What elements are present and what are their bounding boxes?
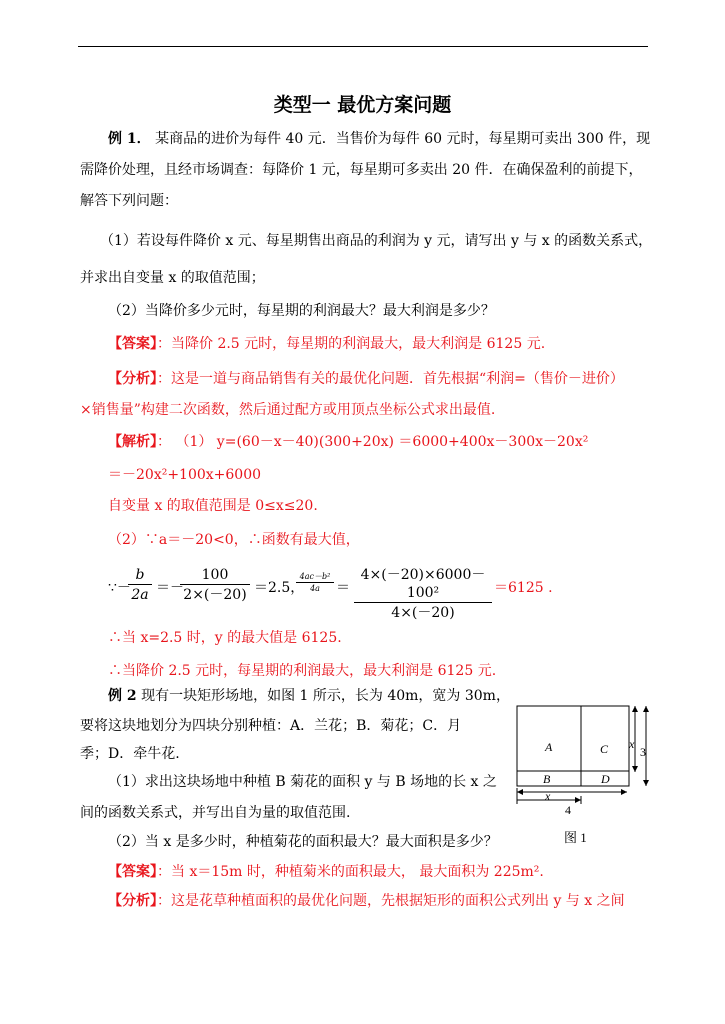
label-a: A [545, 740, 553, 754]
ex2-label: 例 2 [108, 688, 137, 704]
formula2-eq: ＝ [336, 580, 350, 596]
ex1-sol-line3: 自变量 x 的取值范围是 0≤x≤20. [108, 498, 318, 514]
formula2-num: 4×(－20)×6000－100² [354, 566, 492, 603]
ex2-answer-label: 【答案】 [108, 864, 157, 880]
label-3: 3 [640, 745, 646, 759]
ex2-analysis-label: 【分析】 [108, 893, 157, 909]
ex1-sol-line5: ∴当 x=2.5 时，y 的最大值是 6125. [108, 630, 342, 646]
ex2-answer-text: ：当 x＝15m 时，种植菊米的面积最大， 最大面积为 225m². [157, 864, 544, 880]
ex1-analysis-line2: ×销售量”构建二次函数，然后通过配方或用顶点坐标公式求出最值. [80, 402, 496, 418]
arrow-head-down-1 [632, 766, 638, 772]
arrow-head-down-2 [643, 780, 649, 786]
field-outline [517, 706, 629, 786]
formula1-fraction [128, 566, 152, 605]
formula1-fraction2 [180, 566, 250, 605]
label-c: C [600, 742, 609, 756]
formula2-result: ＝6125 . [494, 580, 553, 596]
ex1-sol-line2: ＝－20x²+100x+6000 [108, 467, 262, 483]
formula2-fraction [354, 566, 492, 623]
formula1-result: ＝2.5， [254, 580, 305, 596]
arrow-head-left [517, 789, 523, 795]
figure-caption: 图 1 [564, 830, 587, 845]
ex1-sol-line4: （2）∵a＝－20<0，∴函数有最大值， [108, 532, 360, 548]
formula2-prefix-fraction [296, 572, 334, 594]
ex2-line1 [108, 686, 508, 706]
ex1-analysis [108, 369, 676, 389]
ex1-analysis-text1: ：这是一道与商品销售有关的最优化问题．首先根据“利润=（售价－进价） [157, 371, 624, 387]
ex1-line2: 需降价处理，且经市场调查：每降价 1 元，每星期可多卖出 20 件．在确保盈利的前提下， [80, 162, 643, 178]
formula1-num2: 100 [180, 566, 250, 585]
ex1-sol-line6: ∴当降价 2.5 元时，每星期的利润最大，最大利润是 6125 元. [108, 663, 497, 679]
ex1-answer-label: 【答案】 [108, 336, 157, 352]
ex1-q1-line2: 并求出自变量 x 的取值范围； [80, 270, 265, 286]
page-title: 类型一 最优方案问题 [273, 94, 452, 116]
arrow-head-right [621, 789, 627, 795]
formula2-den: 4×(－20) [391, 605, 455, 621]
ex2-line2: 要将这块地划分为四块分别种植：A．兰花；B．菊花；C．月 [80, 718, 462, 734]
ex1-solution-label: 【解析】 [108, 434, 157, 450]
ex1-sol-line1: ： （1） y=(60－x－40)(300+20x) ＝6000+400x－300x－20x² [157, 434, 589, 450]
ex2-answer [108, 862, 676, 882]
ex2-line3: 季；D．牵牛花. [80, 746, 180, 762]
arrow-head-x-right [575, 797, 581, 803]
ex2-q2: （2）当 x 是多少时，种植菊花的面积最大？最大面积是多少？ [108, 834, 498, 850]
ex1-solution [108, 432, 676, 452]
ex2-q1-line1: （1）求出这块场地中种植 B 菊花的面积 y 与 B 场地的长 x 之 [108, 774, 497, 790]
ex1-q2: （2）当降价多少元时，每星期的利润最大？最大利润是多少？ [108, 303, 495, 319]
ex1-text1: 某商品的进价为每件 40 元．当售价为每件 60 元时，每星期可卖出 300 件，现 [155, 131, 651, 147]
ex1-label: 例 1． [108, 131, 151, 147]
label-4: 4 [565, 803, 571, 817]
formula2-prefix-num: 4ac－b² [296, 572, 334, 583]
label-b: B [543, 772, 551, 786]
formula1-eq: ＝－ [156, 580, 184, 596]
ex1-line3: 解答下列问题： [80, 193, 178, 209]
header-rule [78, 46, 648, 47]
ex1-analysis-label: 【分析】 [108, 371, 157, 387]
label-d: D [601, 772, 610, 786]
formula1-num: b [128, 566, 152, 585]
figure-1 [505, 700, 665, 860]
ex2-q1-line2: 间的函数关系式，并写出自为量的取值范围. [80, 805, 351, 821]
ex1-q1-line1: （1）若设每件降价 x 元、每星期售出商品的利润为 y 元，请写出 y 与 x 的函数关系式， [100, 233, 653, 249]
label-x-right: x [629, 737, 635, 751]
ex2-text1: 现有一块矩形场地，如图 1 所示，长为 40m，宽为 30m， [136, 688, 510, 704]
arrow-head-up-2 [643, 706, 649, 712]
formula1-den: 2a [131, 587, 149, 603]
ex1-line1 [80, 129, 651, 149]
ex1-answer [108, 334, 676, 354]
formula1-den2: 2×(－20) [183, 587, 247, 603]
formula1-prefix: ∵－ [108, 580, 131, 596]
arrow-head-up-1 [632, 706, 638, 712]
ex2-analysis-text: ：这是花草种植面积的最优化问题，先根据矩形的面积公式列出 y 与 x 之间 [157, 893, 625, 909]
ex1-answer-text: ：当降价 2.5 元时，每星期的利润最大，最大利润是 6125 元. [157, 336, 546, 352]
ex2-analysis [108, 891, 676, 911]
label-x-bottom: x [545, 789, 551, 803]
formula2-prefix-den: 4a [310, 584, 320, 593]
